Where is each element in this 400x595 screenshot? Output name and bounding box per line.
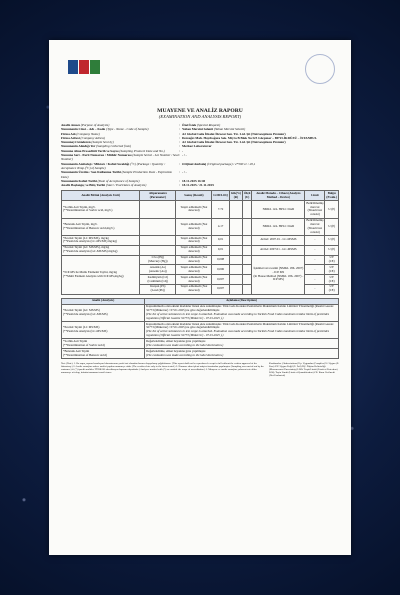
result-cell: Tespit edilemedi (Not detected) [176, 201, 212, 218]
param-cell [62, 201, 140, 218]
metal-result-cell: Tespit edilemedi (Not detected) [176, 265, 212, 275]
sub-cell [140, 201, 176, 218]
col-r: Gik(%) (R) [230, 191, 241, 199]
metal-limit-cell: - [305, 284, 325, 294]
param-cell [62, 218, 140, 235]
limit-cell: - [305, 245, 325, 255]
evaluation-description-en: (The list of active substances in test scope is attached. Evaluation was made according to Turkish Food Codex maximum residue limits of pesticides regulation (Official Gazette 32773 (Mükerrer) - 07.01.2025 ).) [146, 311, 330, 320]
meta-row [61, 153, 339, 162]
notes-left: Not: (Note). 1. Bu rapor, raporu hazırlayan laboratuvarın yazılı izni olmadan kısmen kopyalanıp çoğaltılamaz. (This report shall not be reproduced except in full without the written approval of the laboratory.) 2. Analiz sonuçları sadece analizi yapılan numuneye aittir. (The results relate only to the items tested.) 3. Numune alma işlemi müşteri tarafından yapılmıştır. (Sampling was carried out by the customer.) 4. (*) işaretli analizler TÜRKAK akreditasyon kapsamı dışındadır. (Analyses marked with (*) are outside the scope of accreditation.) 5. Muayene ve analiz sonuçları yalnızca test edilen numuneye ait olup, ürünün tamamını temsil etmez. [61, 361, 264, 375]
evaluation-row [62, 304, 339, 321]
metal-result-cell: Tespit edilemedi (Not detected) [176, 255, 212, 265]
meta-value-tr: A2 Global Gıda İthalat İhracat San. Tic. Ltd. Şti (Nutraceptions Premier) [182, 140, 286, 145]
meta-key-en: (Type - Name - Code of Sample) [106, 127, 149, 132]
meta-sep: : [179, 178, 180, 183]
col-limit: Limit [305, 191, 325, 201]
meta-value-tr: A2 Global Gıda İthalat İhracat San. Tic. Ltd. Şti (Nutraceptions Premier) [182, 131, 286, 136]
meta-sep: : [179, 144, 180, 149]
metal-result-cell: Tespit edilemedi (Not detected) [176, 275, 212, 285]
sub-cell [140, 235, 176, 245]
meta-key-tr: Numunenin Alındığı Yer [61, 144, 96, 149]
evaluation-analysis-tr: *Pestisit Tayini (LC MS/MS) [63, 325, 100, 330]
metal-r-cell [229, 275, 242, 285]
meta-key [61, 153, 179, 162]
evaluation-row [62, 349, 339, 359]
evaluation-analysis-en: (**Determination of Benzoic Acid) [63, 352, 107, 357]
meta-value-tr: Orijinal Ambalaj [182, 161, 207, 166]
metal-sub-cell [140, 255, 176, 265]
table-row [62, 218, 339, 235]
table-row [62, 235, 339, 245]
method-cell: NMKL 124- HPLC DAD [252, 201, 305, 218]
metal-lod-cell: 0,007 [212, 284, 229, 294]
metals-param-name: *ICP-MS ile Mutlu Elementi Tayini, mg/kg [63, 269, 118, 274]
meta-value [182, 170, 339, 179]
metal-name: Arsenik (As) [149, 264, 166, 269]
meta-value-en: (Yaban Mersini Selenti) [213, 127, 246, 132]
param-name-en: (**Pesticide Analysis (LC-MS/MS) mg/kg) [63, 239, 118, 244]
evaluation-analysis-en: (**Pesticide Analysis (LC-MS/MS) [63, 329, 108, 334]
table-row [62, 201, 339, 218]
meta-sep: : [179, 131, 180, 136]
sub-cell [140, 218, 176, 235]
sample-info-table [61, 123, 339, 187]
param-name: *Pestisit Tayini (GC MS/MS), mg/kg [63, 245, 110, 250]
report-page [49, 40, 351, 555]
lod-cell: 7.72 [212, 201, 229, 218]
evaluation-row [62, 339, 339, 349]
metal-lod-cell: 0,006 [212, 265, 229, 275]
metal-limit-cell: - [305, 265, 325, 275]
meta-key-en: (Company Adress) [80, 135, 105, 140]
meta-key-en: (Sampling Protocol Date and No.) [119, 148, 165, 153]
meta-key [61, 183, 179, 187]
meta-value-tr: Yaban Mersini Selenti [182, 127, 214, 132]
eval-col-description: Açıklama (Description) [145, 298, 339, 304]
metals-param-name-en: (**Multi Element Analysis with ICP-MS,mg/kg) [63, 273, 124, 278]
results-table [61, 190, 339, 294]
col-param: Analiz Birimi (Analysis Unit) [62, 191, 140, 201]
metal-r-cell [229, 284, 242, 294]
table-row [62, 245, 339, 255]
meta-key-en: (Sample Serial - Lot Number / Seal Number) [61, 153, 179, 162]
meta-value-tr: - / - [182, 153, 187, 158]
meta-value-en: (Special Request) [197, 123, 221, 127]
meta-value-tr: - [182, 148, 184, 153]
metal-u-cell [242, 284, 251, 294]
evaluation-description [145, 322, 339, 339]
evaluation-analysis [62, 304, 145, 321]
metal-r-cell [229, 265, 242, 275]
meta-key-tr: Analiz Amacı [61, 123, 80, 127]
param-name: *Pestisit Tayini (LC MS/MS), mg/kg [63, 235, 109, 240]
meta-key [61, 170, 179, 179]
evaluation-analysis-en: (**Pesticide Analysis (GC-MS/MS) [63, 311, 108, 316]
method-cell: NMKL 124- HPLC DAD [252, 218, 305, 235]
evaluation-analysis [62, 339, 145, 349]
evaluation-analysis-en: (**Determination of Sorbic Acid) [63, 342, 105, 347]
meta-key-en: (Purpose of Analysis) [80, 123, 110, 127]
meta-value-tr: Merkez Laboratuvar [182, 144, 212, 149]
meta-key-tr: Numunenin Üretim / Son Kullanma Tarihi [61, 170, 121, 175]
result-cell: Tespit edilemedi (Not detected) [176, 218, 212, 235]
meta-sep: : [179, 161, 180, 166]
param-name: *Benzoik Asit Tayini, mg/L [63, 222, 98, 226]
evaluation-analysis-tr: *Benzoik Asit Tayini [63, 348, 90, 353]
evaluation-description [145, 349, 339, 359]
accreditation-seal-icon [305, 54, 335, 84]
result-cell: Tespit edilemedi (Not detected) [176, 235, 212, 245]
meta-key-en: (Sample Sent by) [91, 140, 114, 145]
metals-method-en: (In House Method (NMKL 186- 2007) - ICP MS) [253, 273, 304, 282]
evaluation-description [145, 304, 339, 321]
result-cell: Tespit edilemedi (Not detected) [176, 245, 212, 255]
metal-decision-cell: UY (CE) [325, 275, 339, 285]
meta-value-en: (Original package) / 2*500 cc / 20,1 [207, 161, 256, 166]
results-header-row [62, 191, 339, 201]
notes-right: Kısaltmalar: (Abbreviations) Uy: Uygundur (Complies) U: Uygun (P: Pass) UY: Uygun Değil (F: Fail) ÖÇ: Ölçüm Belirsizliği (Measurement Uncertainty) LOD: Tespit Limiti (Limit of Detection) LOQ: Tayin Limiti (Limit of Quantification) CE: Karar Verilmedi (Not Evaluated) [269, 361, 339, 378]
metal-result-cell: Tespit edilemedi (Not detected) [176, 284, 212, 294]
col-result: Sonuç (Result) [176, 191, 212, 201]
metal-sub-cell [140, 284, 176, 294]
r-cell [229, 245, 242, 255]
metal-limit-cell: - [305, 275, 325, 285]
metal-limit-cell: - [305, 255, 325, 265]
evaluation-analysis-tr: *Pestisit Tayini (GC MS/MS) [63, 308, 100, 313]
meta-value-tr: 18.11.2025 16:40 [182, 178, 206, 183]
u-cell [242, 218, 251, 235]
meta-key-tr: Numuneyi Gönderen [61, 140, 91, 145]
metal-decision-cell: UY (CE) [325, 265, 339, 275]
meta-value [182, 153, 339, 162]
metal-u-cell [242, 255, 251, 265]
evaluation-description-tr: Kapsamımızda olan ekteki maddeler listesi ekte sunulmuştur. Türk Gıda Kodeksi Pestisitlerin Maksimum Kalıntı Limitleri Yönetmeliği (Resmi Gazete: 32773 (Mükerrer) / 07.01.2025) ne göre değerlendirilmiştir. [146, 321, 334, 330]
decision-cell: U (P) [325, 201, 339, 218]
meta-value [182, 162, 339, 171]
evaluation-description-en: (The evaluation was made according to the label declaration.) [146, 342, 224, 347]
meta-sep: : [179, 148, 180, 153]
meta-key-tr: Numunenin Ambalajı / Miktarı / Kabul Sıcaklığı [61, 161, 130, 166]
metal-name: Kadmiyum (Cd) [147, 274, 169, 279]
u-cell [242, 245, 251, 255]
metal-row [62, 255, 339, 265]
meta-sep: : [179, 140, 180, 145]
meta-key-en: (°C) (Package / Quantity / Acceptance Temp.(°C) of Sample) [61, 161, 165, 170]
eval-col-analysis: Analiz (Analysis) [62, 298, 145, 304]
meta-row [61, 183, 339, 187]
lod-cell: 0,01 [212, 235, 229, 245]
col-u: Ölçü (U) [243, 191, 251, 199]
col-dec: Bulgu (Evalu.) [326, 191, 337, 199]
meta-key-tr: Analiz Başlangıç ve Bitiş Tarihi [61, 183, 106, 188]
meta-sep: : [179, 153, 180, 158]
meta-key-en: (Sample Production Date - Expiration Date) [61, 170, 173, 179]
meta-key-tr: Numunenin Cinsi – Adı – Kodu [61, 127, 106, 132]
metal-decision-cell: UY (CE) [325, 284, 339, 294]
param-cell [62, 245, 140, 255]
metal-decision-cell: UY (CE) [325, 255, 339, 265]
param-name-en: (**Pesticide Analysis (GC-MS/MS) mg/kg) [63, 249, 118, 254]
evaluation-description-tr: Değerlendirme, etiket beyanına göre yapılmıştır. [146, 348, 206, 353]
meta-key-en: (Start / End Dates of Analysis) [105, 183, 147, 188]
u-cell [242, 235, 251, 245]
meta-value [182, 183, 339, 187]
meta-key-en: (Sampling Collected from) [96, 144, 132, 149]
meta-key-tr: Firma Adı [61, 131, 76, 136]
r-cell [229, 201, 242, 218]
meta-value-tr: Dereağzı Mah. Hayıboğaza Sok. Miyra B Blok No:6/5 Göcpınar – BEYLİKDÜZÜ – İSTANBUL [182, 135, 317, 140]
u-cell [242, 201, 251, 218]
param-cell [62, 235, 140, 245]
col-sub: Altparametre (Parameter) [140, 191, 176, 201]
metal-name: Kurşun (Pb) [150, 284, 166, 289]
report-subtitle: (EXAMINATION AND ANALYSIS REPORT) [158, 114, 242, 119]
report-title: MUAYENE VE ANALİZ RAPORU [157, 108, 243, 114]
meta-key-tr: Numune Alma Prosedürü Tarih ve Sayısı [61, 148, 119, 153]
evaluation-description-en: (The list of active substances in test scope is attached. Evaluation was made according to Turkish Food Codex maximum residue limits of pesticides regulation (Official Gazette 32773 (Mükerrer) - 07.01.2025 ).) [146, 329, 330, 338]
meta-sep: : [179, 183, 180, 188]
metal-name-en: (Lead (Pb)) [150, 288, 166, 293]
meta-key-en: (Company Name) [76, 131, 100, 136]
meta-value-tr: Özel İstek [182, 123, 197, 127]
evaluation-description-tr: Değerlendirme, etiket beyanına göre yapılmıştır. [146, 339, 206, 343]
metal-lod-cell: 0,007 [212, 275, 229, 285]
r-cell [229, 218, 242, 235]
method-cell: AOAC 2007.01 - GC-MSMS [252, 245, 305, 255]
decision-cell: U (P) [325, 218, 339, 235]
param-name: *Sorbik Asit Tayini, mg/L [63, 204, 96, 209]
param-name-en: (**Determination of Sorbic acid, mg/L) [63, 208, 113, 213]
sub-cell [140, 245, 176, 255]
col-lod: LOD/LOQ [212, 191, 229, 201]
metals-method: İşlemleri sıvı testini (NMKL 186- 2007) - ICP MS [253, 266, 304, 274]
meta-sep: : [179, 127, 180, 132]
metal-r-cell [229, 255, 242, 265]
col-method: Analiz Metodu – Cihazı (Analysis Method – Device) [252, 191, 305, 201]
evaluation-description-en: (The evaluation was made according to the label declaration.) [146, 352, 224, 357]
meta-value-tr: 18.11.2025 / 21.11.2025 [182, 183, 214, 188]
meta-sep: : [179, 123, 180, 127]
meta-key-tr: Numunenin Kabul Tarihi [61, 178, 97, 183]
metal-name-en: (Cadmium (Cd)) [147, 278, 169, 283]
metal-sub-cell [140, 275, 176, 285]
metal-lod-cell: 0,008 [212, 255, 229, 265]
decision-cell: U (P) [325, 235, 339, 245]
param-name-en: (**Determination of Benzoic Acid,mg/L) [63, 225, 115, 230]
meta-key [61, 162, 179, 171]
evaluation-table [61, 298, 339, 359]
method-cell: AOAC 2007.01 - LC-MSMS [252, 235, 305, 245]
metal-name: Civa (Hg) [151, 255, 165, 260]
lod-cell: 4.17 [212, 218, 229, 235]
meta-key-en: (Date of Acceptance of Sample) [97, 178, 140, 183]
meta-sep: : [179, 170, 180, 175]
decision-cell: U (P) [325, 245, 339, 255]
evaluation-analysis-tr: *Sorbik Asit Tayini [63, 339, 88, 343]
metal-name-en: (Mercury (Hg)) [148, 258, 168, 263]
meta-row [61, 162, 339, 171]
metal-u-cell [242, 275, 251, 285]
meta-key-tr: Numune Seri - Parti Numarası / Mühür Numarası [61, 153, 132, 158]
limit-cell: Belirtilmemiş mevcut (Should not consist) [306, 218, 324, 234]
metals-param-cell [62, 255, 140, 294]
limit-cell: Belirtilmemiş mevcut (Should not consist) [306, 200, 324, 217]
evaluation-row [62, 322, 339, 339]
meta-value-tr: - / - [182, 170, 187, 175]
limit-cell: - [305, 235, 325, 245]
evaluation-description-tr: Kapsamımızda olan ekteki maddeler listesi ekte sunulmuştur. Türk Gıda Kodeksi Pestisitlerin Maksimum Kalıntı Limitleri Yönetmeliği (Resmi Gazete: 32773 (Mükerrer) / 07.01.2025) ne göre değerlendirilmiştir. [146, 304, 334, 313]
evaluation-analysis [62, 322, 145, 339]
lab-logo-icon [67, 56, 101, 78]
evaluation-description [145, 339, 339, 349]
metal-name-en: (Arsenic (As)) [148, 268, 167, 273]
metal-sub-cell [140, 265, 176, 275]
metals-method-cell [252, 255, 305, 294]
metal-u-cell [242, 265, 251, 275]
evaluation-analysis [62, 349, 145, 359]
lod-cell: 0,01 [212, 245, 229, 255]
r-cell [229, 235, 242, 245]
meta-key-tr: Firma Adresi [61, 135, 80, 140]
meta-row [61, 170, 339, 179]
meta-sep: : [179, 135, 180, 140]
footnotes [61, 362, 339, 377]
